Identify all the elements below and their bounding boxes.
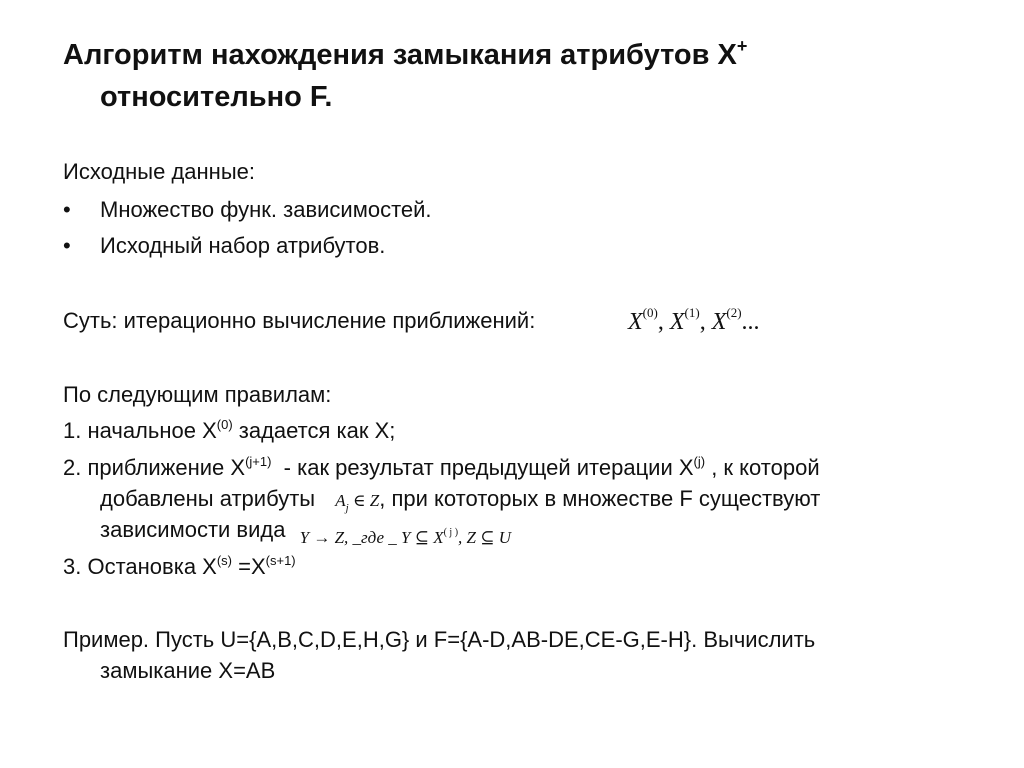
formula-element-of: ∈	[348, 491, 370, 510]
rule-3-mid: =X	[232, 554, 266, 579]
example-line-2-text: замыкание X=AB	[100, 658, 276, 683]
example-line-1: Пример. Пусть U={A,B,C,D,E,H,G} и F={A-D,AB-DE,CE-G,E-H}. Вычислить	[63, 627, 816, 652]
bullet-marker: •	[63, 233, 71, 258]
dependency-formula-part-1: Y → Z, _где _ Y ⊆ X	[299, 528, 444, 547]
formula-x0-sup: (0)	[642, 305, 658, 320]
rule-1-prefix: 1. начальное X	[63, 418, 217, 443]
input-bullet-1-text: Множество функ. зависимостей.	[100, 197, 432, 222]
rule-3-sup-2: (s+1)	[265, 553, 296, 568]
rule-1-suffix: задается как X;	[232, 418, 396, 443]
formula-x1-sup: (1)	[684, 305, 700, 320]
rule-2-suffix: , к которой	[705, 455, 820, 480]
rule-3-prefix: 3. Остановка X	[63, 554, 217, 579]
input-heading: Исходные данные:	[63, 159, 255, 184]
approximation-sequence-formula	[628, 307, 760, 337]
dependency-formula-sup: ( j )	[443, 527, 459, 538]
rule-2-line-2	[63, 484, 820, 516]
slide-title	[63, 34, 963, 118]
rule-3	[63, 552, 296, 582]
input-bullet-2-text: Исходный набор атрибутов.	[100, 233, 386, 258]
rule-2-line-3-prefix: зависимости вида	[100, 517, 286, 542]
formula-x2-sup: (2)	[726, 305, 742, 320]
formula-a-sub: j	[345, 502, 349, 514]
attribute-membership-formula	[335, 491, 380, 514]
formula-sep-1: ,	[657, 309, 664, 335]
title-superscript: +	[736, 36, 748, 56]
input-bullet-2	[63, 231, 385, 261]
rule-2-line-3	[63, 515, 511, 547]
formula-ellipsis: ...	[741, 309, 760, 335]
formula-sep-2: ,	[699, 309, 706, 335]
bullet-marker: •	[63, 197, 71, 222]
rules-heading: По следующим правилам:	[63, 382, 332, 407]
input-bullet-1	[63, 195, 432, 225]
rule-2-sup-1: (j+1)	[245, 454, 272, 469]
rule-2	[63, 453, 820, 483]
title-line-2: относительно F.	[100, 81, 333, 113]
rule-2-sup-2: (j)	[693, 454, 706, 469]
dependency-formula	[300, 528, 511, 547]
rule-1-sup: (0)	[216, 417, 233, 432]
formula-z: Z	[369, 491, 380, 510]
formula-a: A	[335, 491, 346, 510]
title-line-1: Алгоритм нахождения замыкания атрибутов X	[63, 39, 737, 71]
rule-2-line-2-prefix: добавлены атрибуты	[100, 486, 316, 511]
essence-text: Суть: итерационно вычисление приближений:	[63, 308, 536, 333]
dependency-formula-part-2: , Z ⊆ U	[458, 528, 512, 547]
rule-3-sup-1: (s)	[216, 553, 233, 568]
rule-2-prefix: 2. приближение X	[63, 455, 246, 480]
rule-1	[63, 416, 395, 446]
example-line-2	[63, 656, 275, 686]
rule-2-line-2-suffix: , при кототорых в множестве F существуют	[379, 486, 821, 511]
rule-2-mid: - как результат предыдущей итерации X	[271, 455, 694, 480]
formula-x1-base: X	[669, 309, 685, 335]
formula-x2-base: X	[711, 309, 727, 335]
formula-x0-base: X	[628, 309, 643, 335]
